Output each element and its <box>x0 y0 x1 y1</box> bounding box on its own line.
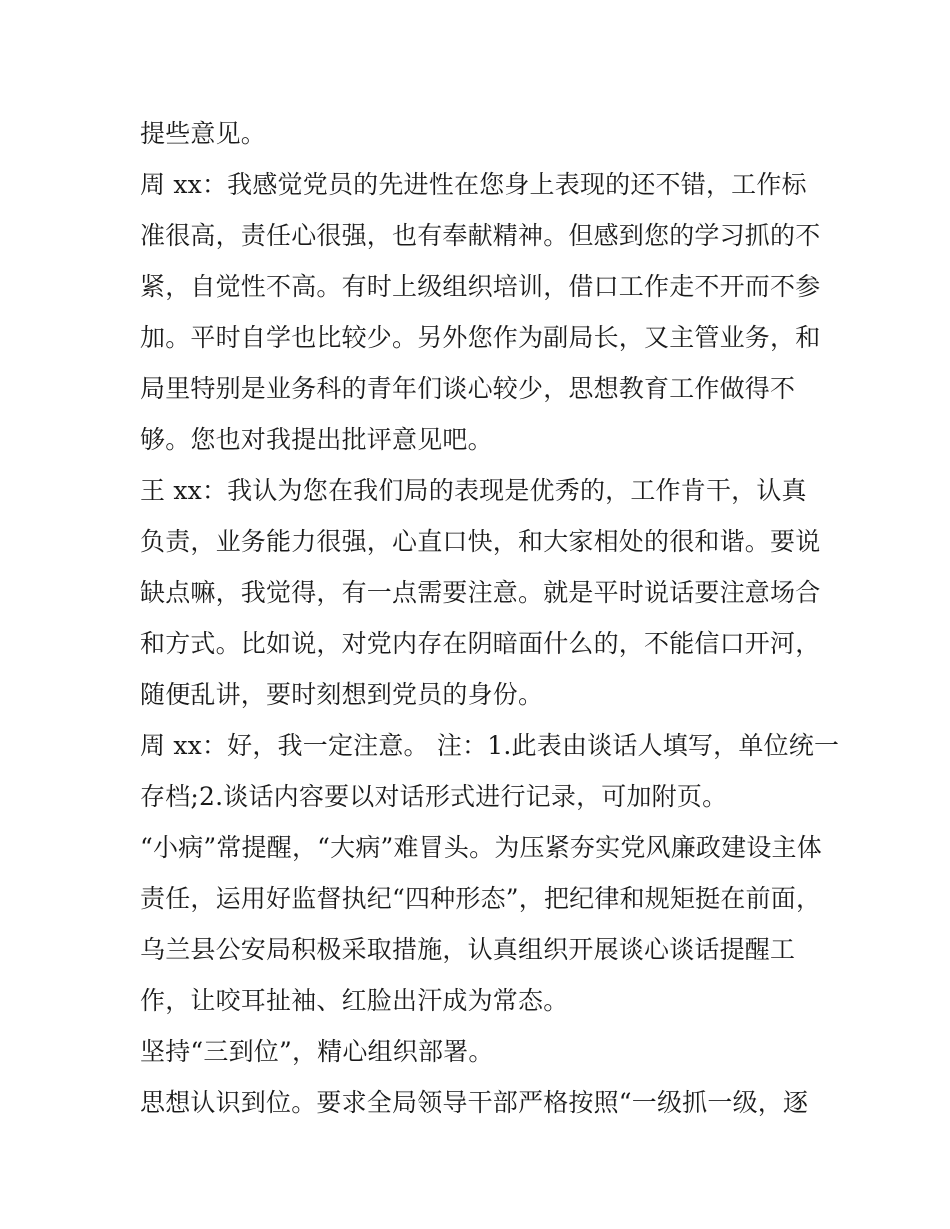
text-line: 周 xx：好，我一定注意。 注：1.此表由谈话人填写，单位统一 <box>140 731 840 760</box>
text-line: 王 xx：我认为您在我们局的表现是优秀的，工作肯干，认真 <box>140 476 807 505</box>
text-line: 坚持“三到位”，精心组织部署。 <box>140 1037 494 1066</box>
text-line: 责任，运用好监督执纪“四种形态”，把纪律和规矩挺在前面， <box>140 884 822 913</box>
text-line: 紧，自觉性不高。有时上级组织培训，借口工作走不开而不参 <box>140 272 821 301</box>
text-line: 够。您也对我提出批评意见吧。 <box>140 425 493 454</box>
text-line: 思想认识到位。要求全局领导干部严格按照“一级抓一级，逐 <box>140 1088 809 1117</box>
text-line: 局里特别是业务科的青年们谈心较少，思想教育工作做得不 <box>140 374 796 403</box>
text-line: “小病”常提醒，“大病”难冒头。为压紧夯实党风廉政建设主体 <box>140 833 822 862</box>
text-line: 缺点嘛，我觉得，有一点需要注意。就是平时说话要注意场合 <box>140 578 821 607</box>
text-line: 加。平时自学也比较少。另外您作为副局长，又主管业务，和 <box>140 323 821 352</box>
document-body <box>140 108 840 1128</box>
text-line: 和方式。比如说，对党内存在阴暗面什么的，不能信口开河， <box>140 629 821 658</box>
text-line: 准很高，责任心很强，也有奉献精神。但感到您的学习抓的不 <box>140 221 821 250</box>
text-line: 乌兰县公安局积极采取措施，认真组织开展谈心谈话提醒工 <box>140 935 796 964</box>
text-line: 存档;2.谈话内容要以对话形式进行记录，可加附页。 <box>140 782 728 811</box>
text-line: 作，让咬耳扯袖、红脸出汗成为常态。 <box>140 986 569 1015</box>
text-line: 负责，业务能力很强，心直口快，和大家相处的很和谐。要说 <box>140 527 821 556</box>
text-line: 提些意见。 <box>140 119 267 148</box>
text-line: 周 xx：我感觉党员的先进性在您身上表现的还不错，工作标 <box>140 170 807 199</box>
text-line: 随便乱讲，要时刻想到党员的身份。 <box>140 680 544 709</box>
